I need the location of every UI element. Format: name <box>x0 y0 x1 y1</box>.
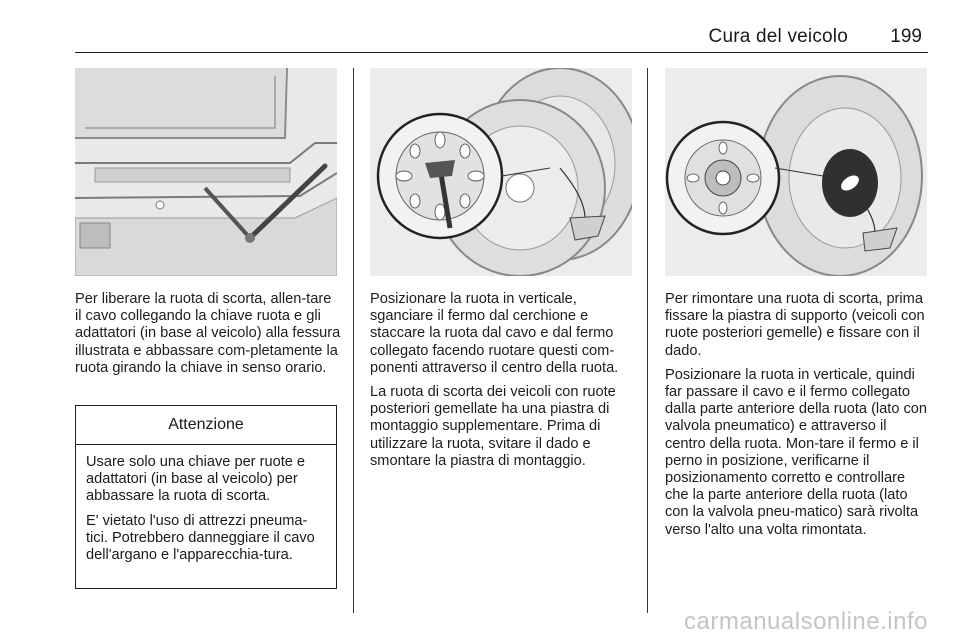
spare-wheel-mounting-plate-illustration <box>665 68 927 276</box>
column-divider <box>353 68 354 613</box>
paragraph: Posizionare la ruota in verticale, quindi far passare il cavo e il fermo collegato dalla parte anteriore della ruota (lato con valvola pneumatico) e attraverso il centro della ruota. Mon-tare il fermo e il perno in posizione, verificarne il posizionamento corretto e controllare che la parte anteriore della ruota (lato con la valvola pneu-matico) sarà rivolta verso l'alto una volta rimontata. <box>665 366 928 538</box>
paragraph: La ruota di scorta dei veicoli con ruote posteriori gemellate ha una piastra di montaggio supplementare. Prima di utilizzare la ruota, svitare il dado e smontare la piastra di montaggio. <box>370 384 616 469</box>
column-2-text <box>370 291 635 477</box>
notice-paragraph: Usare solo una chiave per ruote e adattatori (in base al veicolo) per abbassare la ruota di scorta. <box>86 454 306 505</box>
paragraph: Per liberare la ruota di scorta, allen-tare il cavo collegando la chiave ruota e gli adattatori (in base al veicolo) alla fessura illustrata e abbassare com-pletamente la ruota girando la chiave in senso orario. <box>75 291 341 376</box>
warning-notice-box <box>75 405 337 589</box>
section-title: Cura del veicolo <box>708 26 848 47</box>
column-3-text <box>665 291 930 546</box>
page-header <box>75 22 928 53</box>
paragraph: Posizionare la ruota in verticale, sganciare il fermo dal cerchione e staccare la ruota dal cavo e dal fermo collegato facendo ruotare questi com-ponenti attraverso il centro della ruota. <box>370 291 619 376</box>
column-1-text <box>75 291 341 384</box>
page-number: 199 <box>890 26 922 47</box>
spare-wheel-cable-release-illustration <box>370 68 632 276</box>
column-divider <box>647 68 648 613</box>
paragraph: Per rimontare una ruota di scorta, prima fissare la piastra di supporto (veicoli con ruote posteriori gemelle) e fissare con il dado. <box>665 291 925 359</box>
wheel-key-in-slot-illustration <box>75 68 337 276</box>
watermark: carmanualsonline.info <box>684 608 928 635</box>
notice-title: Attenzione <box>76 406 336 445</box>
notice-paragraph: E' vietato l'uso di attrezzi pneuma-tici. Potrebbero danneggiare il cavo dell'argano e l'apparecchia-tura. <box>86 512 315 564</box>
